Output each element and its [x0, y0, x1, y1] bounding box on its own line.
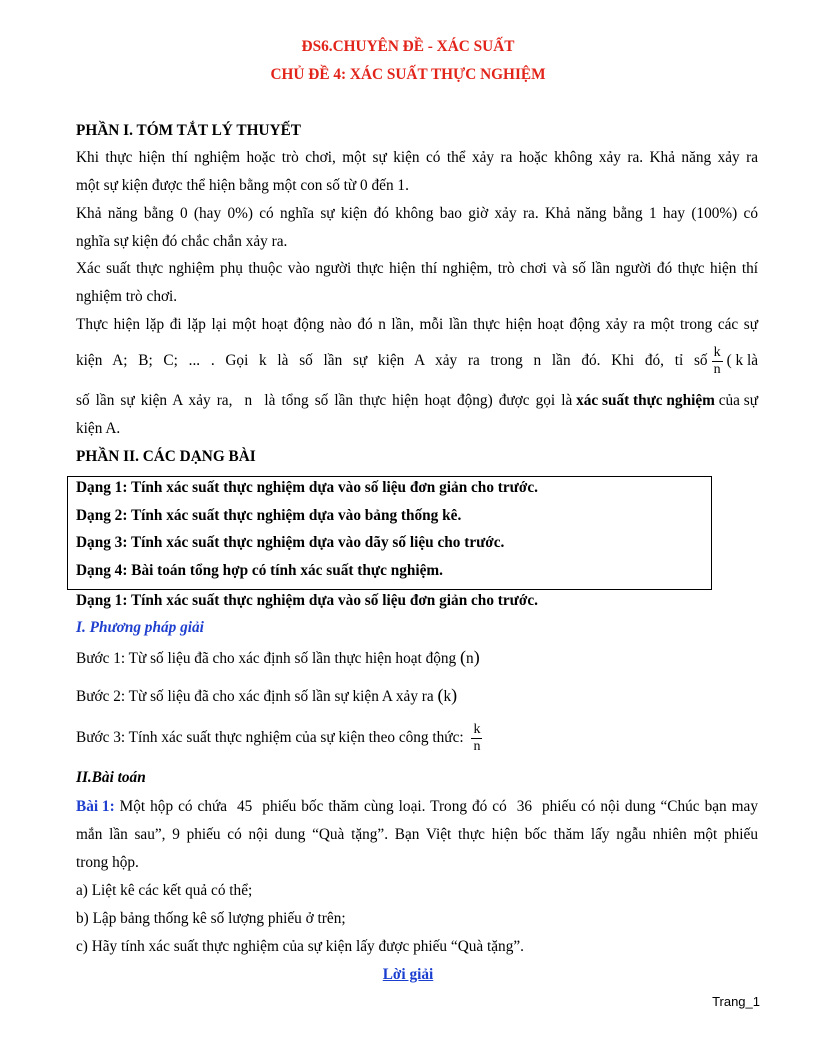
- type-item-3: Dạng 3: Tính xác suất thực nghiệm dựa vào dãy số liệu cho trước.: [76, 534, 505, 551]
- part1-para3-line1: Xác suất thực nghiệm phụ thuộc vào người thực hiện thí nghiệm, trò chơi và số lần người đó thực hiện thí: [76, 260, 758, 277]
- page-number: Trang_1: [712, 994, 760, 1009]
- part1-para4-line1: Thực hiện lặp đi lặp lại một hoạt động nào đó n lần, mỗi lần thực hiện hoạt động xảy ra một trong các sự: [76, 316, 758, 333]
- bai1-line1-text: Một hộp có chứa 45 phiếu bốc thăm cùng loại. Trong đó có 36 phiếu có nội dung “Chúc bạn may: [114, 798, 758, 815]
- step-1-text: Bước 1: Từ số liệu đã cho xác định số lần thực hiện hoạt động: [76, 650, 457, 667]
- doc-series-title: ĐS6.CHUYÊN ĐỀ - XÁC SUẤT: [301, 38, 515, 55]
- step-2-variable-close: ): [451, 685, 458, 705]
- formula-numerator: k: [473, 721, 481, 737]
- part1-para2-line2: nghĩa sự kiện đó chắc chắn xảy ra.: [76, 233, 288, 250]
- step-2-variable-open: (: [437, 685, 444, 705]
- part1-para1-line1: Khi thực hiện thí nghiệm hoặc trò chơi, một sự kiện có thể xảy ra hoặc không xảy ra. Khả năng xảy ra: [76, 149, 758, 166]
- type-item-4: Dạng 4: Bài toán tổng hợp có tính xác suất thực nghiệm.: [76, 562, 443, 579]
- step-1-variable-open: (: [460, 647, 467, 667]
- step-3-text: Bước 3: Tính xác suất thực nghiệm của sự kiện theo công thức:: [76, 729, 464, 746]
- fraction-numerator: k: [713, 344, 721, 360]
- part2-heading: PHẦN II. CÁC DẠNG BÀI: [76, 448, 256, 465]
- part1-para1-line2: một sự kiện được thể hiện bằng một con số từ 0 đến 1.: [76, 177, 409, 194]
- problems-heading: II.Bài toán: [76, 769, 146, 786]
- bai1-question-c: c) Hãy tính xác suất thực nghiệm của sự kiện lấy được phiếu “Quà tặng”.: [76, 938, 524, 955]
- bai1-label: Bài 1:: [76, 798, 115, 815]
- formula-denominator: n: [473, 738, 481, 754]
- bai1-question-b: b) Lập bảng thống kê số lượng phiếu ở trên;: [76, 910, 346, 927]
- step-3-formula: [471, 722, 482, 755]
- bai1-line1: [76, 797, 758, 817]
- bai1-question-a: a) Liệt kê các kết quả có thể;: [76, 882, 253, 899]
- type1-heading: Dạng 1: Tính xác suất thực nghiệm dựa vào số liệu đơn giản cho trước.: [76, 592, 538, 609]
- para4-line3-tail: của sự: [714, 392, 758, 409]
- para4-line2-tail: ( k là: [726, 352, 758, 369]
- step-2-variable: k: [443, 688, 452, 705]
- fraction-denominator: n: [713, 361, 721, 377]
- part1-para4-line2: [76, 343, 758, 379]
- part1-para4-line3: [76, 391, 758, 411]
- step-1: [76, 647, 758, 669]
- bai1-line3: trong hộp.: [76, 854, 139, 871]
- bai1-line2: mắn lần sau”, 9 phiếu có nội dung “Quà tặng”. Bạn Việt thực hiện bốc thăm lấy ngẫu nhiên một phiếu: [76, 826, 758, 843]
- method-heading: I. Phương pháp giải: [76, 619, 204, 636]
- part1-para2-line1: Khả năng bằng 0 (hay 0%) có nghĩa sự kiện đó không bao giờ xảy ra. Khả năng bằng 1 hay (100%) có: [76, 205, 758, 222]
- part1-para3-line2: nghiệm trò chơi.: [76, 288, 178, 305]
- step-3: [76, 718, 758, 758]
- type-item-1: Dạng 1: Tính xác suất thực nghiệm dựa vào số liệu đơn giản cho trước.: [76, 479, 538, 496]
- term-experimental-probability: xác suất thực nghiệm: [576, 392, 715, 409]
- ratio-fraction: [712, 345, 723, 378]
- solution-link[interactable]: Lời giải: [382, 966, 434, 983]
- step-1-variable-close: ): [473, 647, 480, 667]
- part1-para4-line4: kiện A.: [76, 420, 121, 437]
- type-item-2: Dạng 2: Tính xác suất thực nghiệm dựa vào bảng thống kê.: [76, 507, 462, 524]
- step-1-variable: n: [466, 650, 474, 667]
- part1-heading: PHẦN I. TÓM TẮT LÝ THUYẾT: [76, 122, 301, 139]
- step-2: [76, 685, 758, 707]
- step-2-text: Bước 2: Từ số liệu đã cho xác định số lần sự kiện A xảy ra: [76, 688, 434, 705]
- para4-line3-text: số lần sự kiện A xảy ra, n là tổng số lần thực hiện hoạt động) được gọi là: [76, 392, 577, 409]
- para4-line2-text: kiện A; B; C; ... . Gọi k là số lần sự kiện A xảy ra trong n lần đó. Khi đó, tỉ số: [76, 352, 708, 369]
- doc-topic-title: CHỦ ĐỀ 4: XÁC SUẤT THỰC NGHIỆM: [270, 66, 546, 83]
